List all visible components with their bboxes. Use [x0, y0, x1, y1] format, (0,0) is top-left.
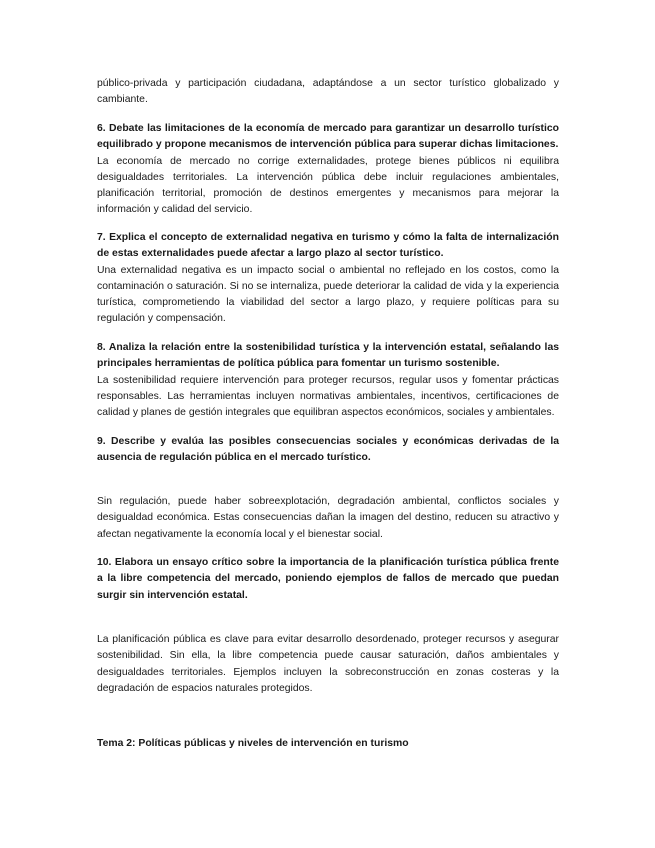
question-text: 9. Describe y evalúa las posibles consecuencias sociales y económicas derivadas de la ausencia de regulación pública en el mercado turístico. — [97, 436, 559, 464]
answer-text: público-privada y participación ciudadana, adaptándose a un sector turístico globalizado y cambiante. — [97, 78, 559, 106]
question-text: 6. Debate las limitaciones de la economía de mercado para garantizar un desarrollo turístico equilibrado y propone mecanismos de intervención pública para superar dichas limitaciones. — [97, 123, 559, 151]
question-text: 7. Explica el concepto de externalidad negativa en turismo y cómo la falta de internalización de estas externalidades puede afectar a largo plazo al sector turístico. — [97, 232, 559, 260]
qa-block-8 — [97, 340, 559, 421]
qa-block-9-answer — [97, 494, 559, 543]
answer-text: La economía de mercado no corrige externalidades, protege bienes públicos ni equilibra desigualdades territoriales. La intervención pública debe incluir regulaciones ambientales, planificación territorial, promoción de destinos emergentes y mecanismos para mejorar la información y calidad del servicio. — [97, 155, 559, 216]
qa-block-7 — [97, 230, 559, 328]
question-text: 10. Elabora un ensayo crítico sobre la importancia de la planificación turística pública frente a la libre competencia del mercado, poniendo ejemplos de fallos de mercado que puedan surgir sin intervención estatal. — [97, 557, 559, 601]
answer-text: La sostenibilidad requiere intervención para proteger recursos, regular usos y fomentar prácticas responsables. Las herramientas incluyen normativas ambientales, incentivos, certificaciones de calidad y planes de gestión integrales que equilibran aspectos económicos, sociales y ambientales. — [97, 374, 559, 419]
question-text: 8. Analiza la relación entre la sostenibilidad turística y la intervención estatal, señalando las principales herramientas de política pública para fomentar un turismo sostenible. — [97, 342, 559, 370]
answer-text: La planificación pública es clave para evitar desarrollo desordenado, proteger recursos y asegurar sostenibilidad. Sin ella, la libre competencia puede causar saturación, daños ambientales y desigualdades territoriales. Ejemplos incluyen la sobreconstrucción en zonas costeras y la degradación de espacios naturales protegidos. — [97, 634, 559, 694]
section-heading-block — [97, 738, 559, 749]
answer-text: Una externalidad negativa es un impacto social o ambiental no reflejado en los costos, como la contaminación o saturación. Si no se internaliza, puede deteriorar la calidad de vida y la experiencia turística, comprometiendo la viabilidad del sector a largo plazo, y requiere políticas para su regulación y compensación. — [97, 264, 559, 325]
qa-block-10-question — [97, 555, 559, 604]
section-heading: Tema 2: Políticas públicas y niveles de intervención en turismo — [97, 738, 409, 749]
answer-block-continuation — [97, 76, 559, 109]
qa-block-6 — [97, 121, 559, 219]
answer-text: Sin regulación, puede haber sobreexplotación, degradación ambiental, conflictos sociales y desigualdad económica. Estas consecuencias dañan la imagen del destino, reducen su atractivo y afectan negativamente la economía local y el bienestar social. — [97, 496, 559, 540]
qa-block-10-answer — [97, 632, 559, 697]
qa-block-9-question — [97, 434, 559, 467]
